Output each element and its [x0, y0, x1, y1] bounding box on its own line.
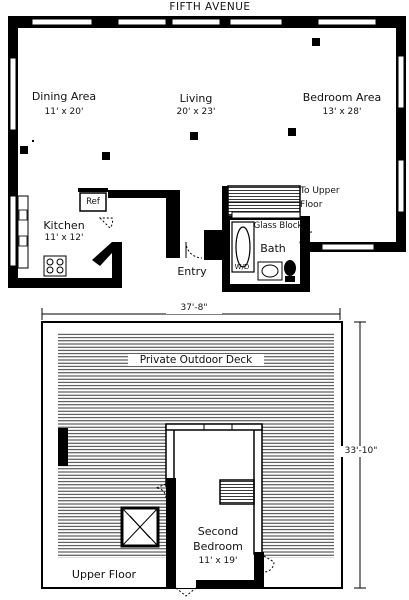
main-floor [8, 16, 406, 292]
bedroom-size: 13' x 28' [322, 107, 362, 117]
glass-block-label: Glass Block [253, 221, 303, 231]
wall-corridor-top [108, 190, 180, 198]
living-label: Living [179, 92, 213, 105]
kitchen-counter [18, 196, 28, 268]
wd-label: W/D [234, 263, 250, 271]
second-bedroom-label-1: Second [197, 525, 239, 538]
entry-door [186, 242, 202, 258]
parapet-left [58, 428, 68, 466]
kitchen-size: 11' x 12' [44, 233, 84, 243]
wall-kitchen-top [78, 188, 108, 192]
upper-floor-label: Upper Floor [71, 568, 137, 581]
dining-label: Dining Area [31, 90, 97, 103]
skylight [122, 508, 158, 546]
wall-entry [204, 230, 222, 260]
dining-size: 11' x 20' [44, 107, 84, 117]
dim-depth-label: 33'-10" [336, 446, 386, 457]
wall-corridor-right [166, 190, 180, 258]
second-bedroom-label-2: Bedroom [193, 540, 243, 553]
ref-label: Ref [86, 197, 100, 207]
to-upper-label: To Upper [300, 186, 340, 196]
dim-width-label: 37'-8" [166, 303, 222, 314]
living-size: 20' x 23' [176, 107, 216, 117]
stair-upper [220, 480, 254, 504]
kitchen-door [100, 218, 113, 228]
wall-stair-left [222, 186, 228, 220]
street-label: FIFTH AVENUE [169, 1, 251, 13]
stove [44, 256, 66, 276]
bedroom-label: Bedroom Area [302, 91, 382, 104]
wall-bath-bottom [222, 284, 310, 292]
kitchen-label: Kitchen [43, 219, 85, 232]
entry-label: Entry [177, 265, 207, 278]
deck-label: Private Outdoor Deck [128, 354, 264, 366]
wall-bath-left [222, 218, 230, 292]
second-bedroom-size: 11' x 19' [198, 556, 238, 566]
wall-kitchen-bottom [8, 278, 118, 288]
to-upper-floor-label: Floor [300, 200, 323, 210]
bath-label: Bath [260, 242, 286, 255]
upper-bedroom [166, 424, 264, 596]
windows-top [32, 19, 376, 25]
sink [258, 262, 282, 280]
toilet [284, 260, 296, 282]
glass-block [232, 212, 300, 218]
wall-right [396, 16, 406, 252]
